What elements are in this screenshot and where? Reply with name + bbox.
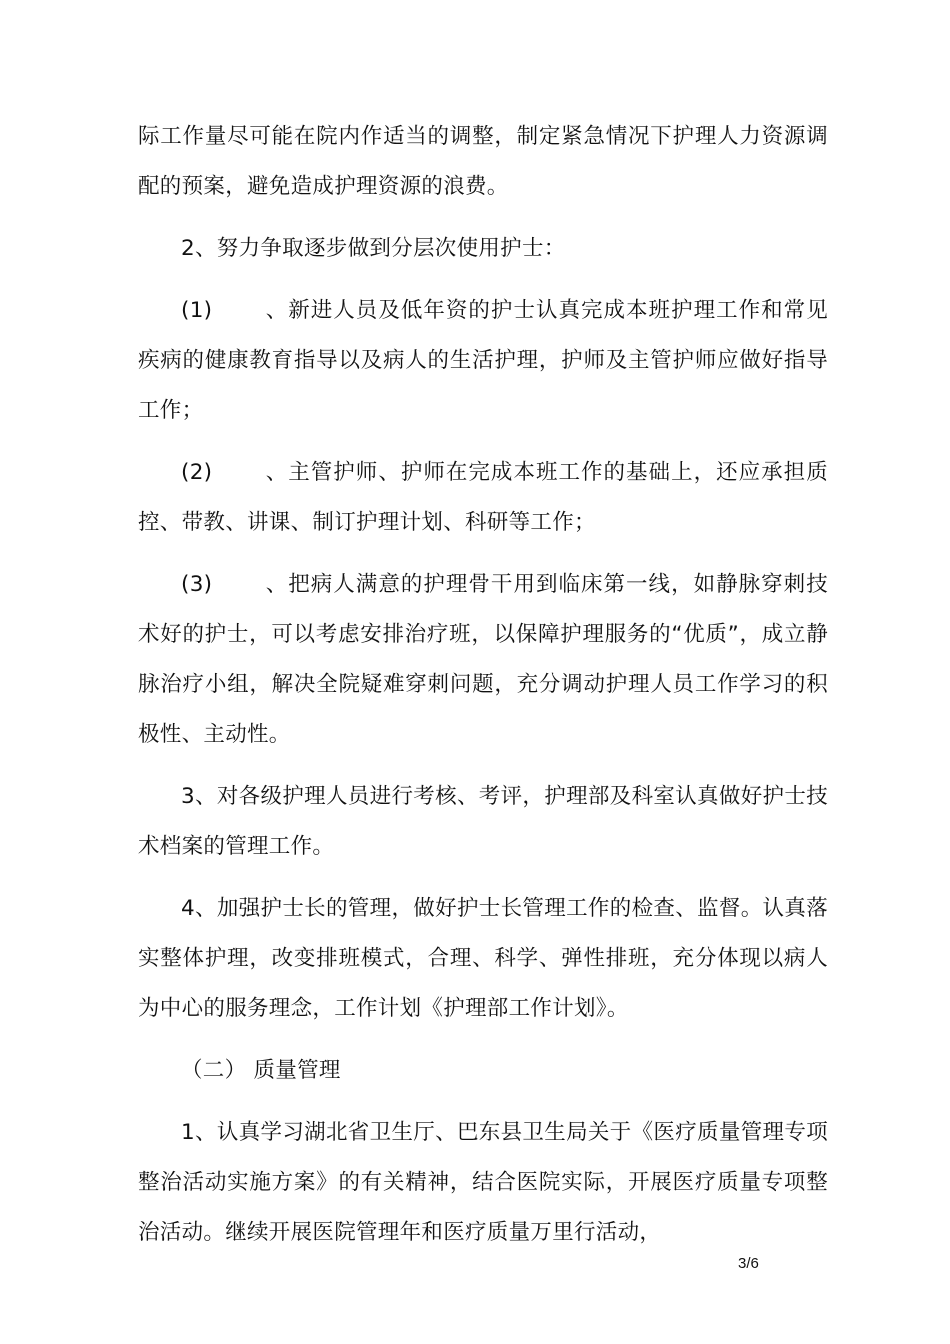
item-prefix-1: 、 xyxy=(265,298,289,323)
document-body xyxy=(138,112,828,1270)
paragraph-item-1 xyxy=(138,286,828,436)
item-text-2: 主管护师、护师在完成本班工作的基础上，还应承担质控、带教、讲课、制订护理计划、科研等工作； xyxy=(138,460,828,535)
paragraph-continuation: 际工作量尽可能在院内作适当的调整，制定紧急情况下护理人力资源调配的预案，避免造成护理资源的浪费。 xyxy=(138,124,828,199)
item-number-2: (2) xyxy=(181,460,213,485)
item-text-1: 新进人员及低年资的护士认真完成本班护理工作和常见疾病的健康教育指导以及病人的生活护理，护师及主管护师应做好指导工作； xyxy=(138,298,828,423)
paragraph-point-3: 3、对各级护理人员进行考核、考评，护理部及科室认真做好护士技术档案的管理工作。 xyxy=(138,784,828,859)
item-number-3: (3) xyxy=(181,572,213,597)
paragraph-item-3 xyxy=(138,560,828,760)
page-number: 3/6 xyxy=(738,1255,759,1272)
item-prefix-3: 、 xyxy=(265,572,289,597)
section-heading-quality: （二） 质量管理 xyxy=(181,1058,341,1083)
paragraph-point-4: 4、加强护士长的管理，做好护士长管理工作的检查、监督。认真落实整体护理，改变排班模式，合理、科学、弹性排班，充分体现以病人为中心的服务理念，工作计划《护理部工作计划》。 xyxy=(138,896,828,1021)
paragraph-point-2: 2、努力争取逐步做到分层次使用护士： xyxy=(181,236,566,261)
paragraph-item-2 xyxy=(138,448,828,548)
item-number-1: (1) xyxy=(181,298,213,323)
item-text-3: 把病人满意的护理骨干用到临床第一线，如静脉穿刺技术好的护士，可以考虑安排治疗班，以保障护理服务的“优质”，成立静脉治疗小组，解决全院疑难穿刺问题，充分调动护理人员工作学习的积极性、主动性。 xyxy=(138,572,828,747)
paragraph-quality-1: 1、认真学习湖北省卫生厅、巴东县卫生局关于《医疗质量管理专项整治活动实施方案》的有关精神，结合医院实际，开展医疗质量专项整治活动。继续开展医院管理年和医疗质量万里行活动， xyxy=(138,1120,828,1245)
item-prefix-2: 、 xyxy=(265,460,289,485)
